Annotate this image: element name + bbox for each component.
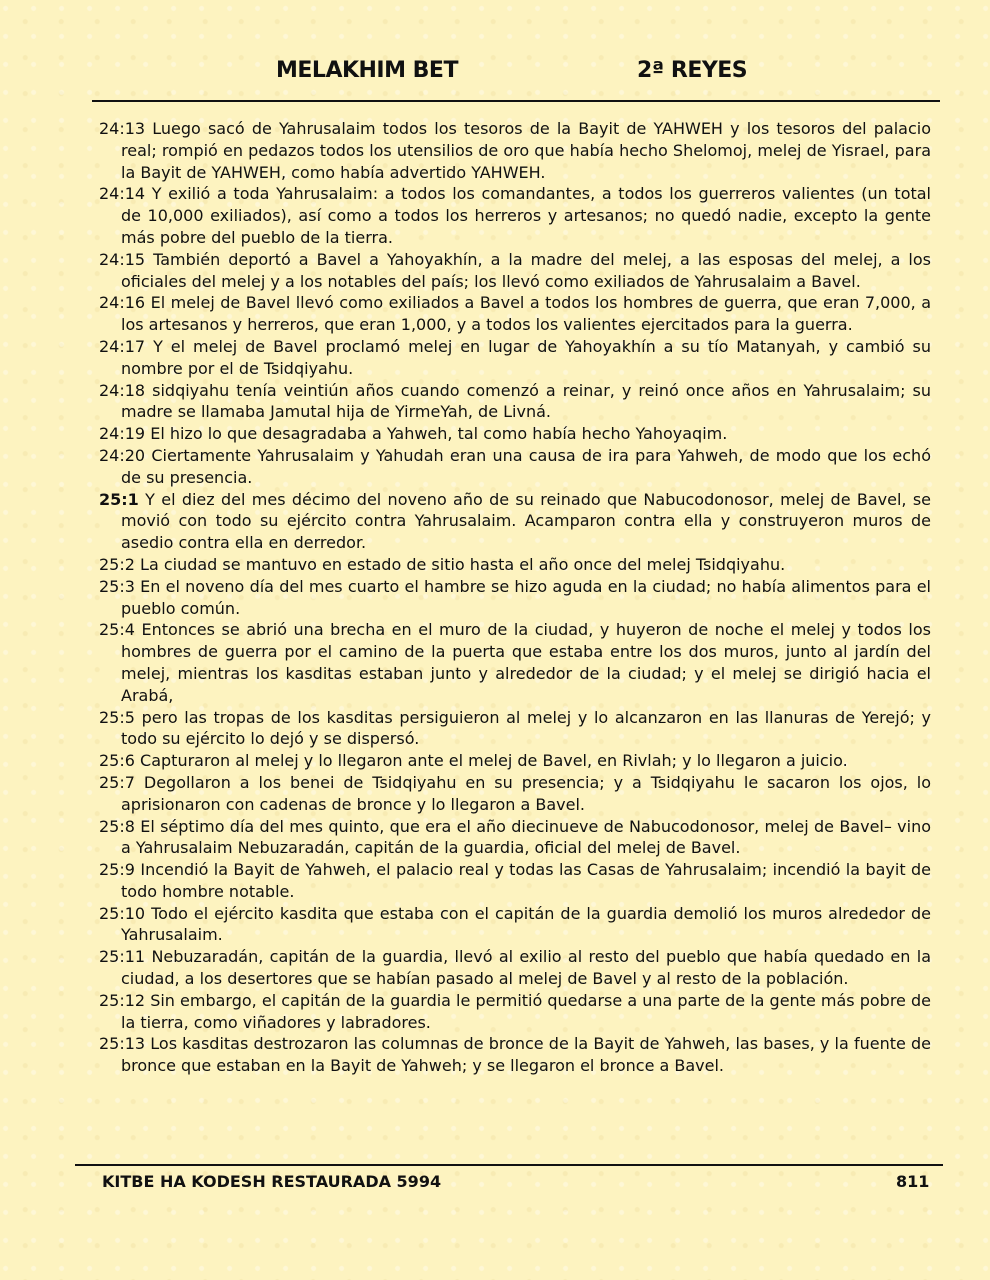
verse-24-15 [99, 249, 931, 293]
verse-text: Luego sacó de Yahrusalaim todos los tesoros de la Bayit de YAHWEH y los tesoros del palacio real; rompió en pedazos todos los utensilios de oro que había hecho Shelomoj, melej de Yisrael, para la Bayit de YAHWEH, como había advertido YAHWEH. [121, 119, 931, 182]
verse-24-16 [99, 292, 931, 336]
verse-text: Incendió la Bayit de Yahweh, el palacio real y todas las Casas de Yahrusalaim; incendió la bayit de todo hombre notable. [121, 860, 931, 901]
verse-text: Y el diez del mes décimo del noveno año de su reinado que Nabucodonosor, melej de Bavel, se movió con todo su ejército contra Yahrusalaim. Acamparon contra ella y construyeron muros de asedio contra ella en derredor. [121, 489, 931, 553]
verse-reference: 25:10 [99, 903, 146, 923]
verse-24-20 [99, 445, 931, 489]
verse-reference: 25:6 [99, 751, 135, 771]
verse-25-4 [99, 619, 931, 706]
verse-reference: 25:13 [99, 1034, 146, 1054]
verse-24-13 [99, 118, 931, 183]
verse-reference: 25:5 [99, 707, 135, 727]
page-header [0, 58, 990, 92]
verse-text: Los kasditas destrozaron las columnas de bronce de la Bayit de Yahweh, las bases, y la fuente de bronce que estaban en la Bayit de Yahweh; y se llegaron el bronce a Bavel. [121, 1034, 931, 1076]
verse-reference: 25:8 [99, 816, 135, 836]
verse-24-17 [99, 336, 931, 380]
verse-25-10 [99, 903, 931, 947]
verse-25-13 [99, 1033, 931, 1077]
verse-text: Entonces se abrió una brecha en el muro de la ciudad, y huyeron de noche el melej y todos los hombres de guerra por el camino de la puerta que estaba entre los dos muros, junto al jardín del melej, mientras los kasditas estaban junto y alrededor de la ciudad; y el melej se dirigió hacia el Arabá, [121, 620, 932, 705]
header-rule [92, 100, 940, 102]
verse-reference: 24:14 [99, 184, 146, 204]
verse-25-2 [99, 554, 931, 576]
header-book-spanish: 2ª REYES [637, 58, 748, 83]
verse-reference: 25:11 [99, 947, 146, 967]
verse-text: Y el melej de Bavel proclamó melej en lugar de Yahoyakhín a su tío Matanyah, y cambió su nombre por el de Tsidqiyahu. [121, 336, 931, 378]
verse-25-5 [99, 707, 931, 751]
verse-reference: 24:16 [99, 293, 146, 313]
verse-text: Ciertamente Yahrusalaim y Yahudah eran una causa de ira para Yahweh, de modo que los echó de su presencia. [121, 445, 931, 487]
footer-rule [75, 1164, 943, 1166]
verse-text: Todo el ejército kasdita que estaba con el capitán de la guardia demolió los muros alrededor de Yahrusalaim. [121, 903, 931, 945]
verse-25-8 [99, 816, 931, 860]
verse-reference: 25:4 [99, 620, 135, 640]
verse-text: En el noveno día del mes cuarto el hambre se hizo aguda en la ciudad; no había alimentos para el pueblo común. [121, 576, 931, 618]
verse-list [99, 118, 931, 1077]
verse-25-7 [99, 772, 931, 816]
verse-reference: 24:15 [99, 249, 146, 269]
footer-title: KITBE HA KODESH RESTAURADA 5994 [102, 1172, 442, 1191]
header-book-hebrew: MELAKHIM BET [276, 58, 458, 83]
verse-24-18 [99, 380, 931, 424]
verse-reference: 25:1 [99, 489, 139, 509]
verse-25-11 [99, 946, 931, 990]
verse-reference: 24:19 [99, 424, 146, 444]
verse-text: sidqiyahu tenía veintiún años cuando comenzó a reinar, y reinó once años en Yahrusalaim; su madre se llamaba Jamutal hija de YirmeYah, de Livná. [121, 380, 931, 422]
verse-text: También deportó a Bavel a Yahoyakhín, a la madre del melej, a las esposas del melej, a los oficiales del melej y a los notables del país; los llevó como exiliados de Yahrusalaim a Bavel. [121, 249, 931, 291]
verse-25-3 [99, 576, 931, 620]
verse-text: La ciudad se mantuvo en estado de sitio hasta el año once del melej Tsidqiyahu. [140, 554, 786, 574]
verse-reference: 25:7 [99, 772, 135, 792]
verse-25-9 [99, 859, 931, 903]
verse-reference: 25:9 [99, 860, 135, 880]
verse-text: El séptimo día del mes quinto, que era el año diecinueve de Nabucodonosor, melej de Bavel– vino a Yahrusalaim Nebuzaradán, capitán de la guardia, oficial del melej de Bavel. [121, 816, 931, 858]
verse-text: Sin embargo, el capitán de la guardia le permitió quedarse a una parte de la gente más pobre de la tierra, como viñadores y labradores. [121, 990, 931, 1032]
verse-text: pero las tropas de los kasditas persiguieron al melej y lo alcanzaron en las llanuras de Yerejó; y todo su ejército lo dejó y se dispersó. [121, 707, 931, 749]
verse-text: Capturaron al melej y lo llegaron ante el melej de Bavel, en Rivlah; y lo llegaron a juicio. [140, 751, 848, 771]
verse-text: Y exilió a toda Yahrusalaim: a todos los comandantes, a todos los guerreros valientes (un total de 10,000 exiliados), así como a todos los herreros y artesanos; no quedó nadie, excepto la gente más pobre del pueblo de la tierra. [121, 184, 932, 247]
verse-text: El melej de Bavel llevó como exiliados a Bavel a todos los hombres de guerra, que eran 7,000, a los artesanos y herreros, que eran 1,000, y a todos los valientes ejercitados para la guerra. [121, 293, 931, 335]
verse-25-6 [99, 750, 931, 772]
page-number: 811 [896, 1172, 930, 1191]
verse-reference: 24:18 [99, 380, 146, 400]
verse-24-14 [99, 183, 931, 248]
verse-reference: 24:13 [99, 119, 146, 138]
verse-text: Degollaron a los benei de Tsidqiyahu en su presencia; y a Tsidqiyahu le sacaron los ojos, lo aprisionaron con cadenas de bronce y lo llegaron a Bavel. [121, 772, 932, 814]
verse-24-19 [99, 423, 931, 445]
verse-text: Nebuzaradán, capitán de la guardia, llevó al exilio al resto del pueblo que había quedado en la ciudad, a los desertores que se habían pasado al melej de Bavel y al resto de la población. [121, 947, 931, 989]
verse-reference: 25:12 [99, 990, 146, 1010]
verse-reference: 24:17 [99, 336, 146, 356]
verse-reference: 25:2 [99, 554, 135, 574]
verse-reference: 25:3 [99, 576, 135, 596]
verse-25-12 [99, 990, 931, 1034]
verse-25-1 [99, 489, 931, 554]
verse-text: El hizo lo que desagradaba a Yahweh, tal como había hecho Yahoyaqim. [150, 424, 728, 444]
verse-reference: 24:20 [99, 445, 146, 465]
